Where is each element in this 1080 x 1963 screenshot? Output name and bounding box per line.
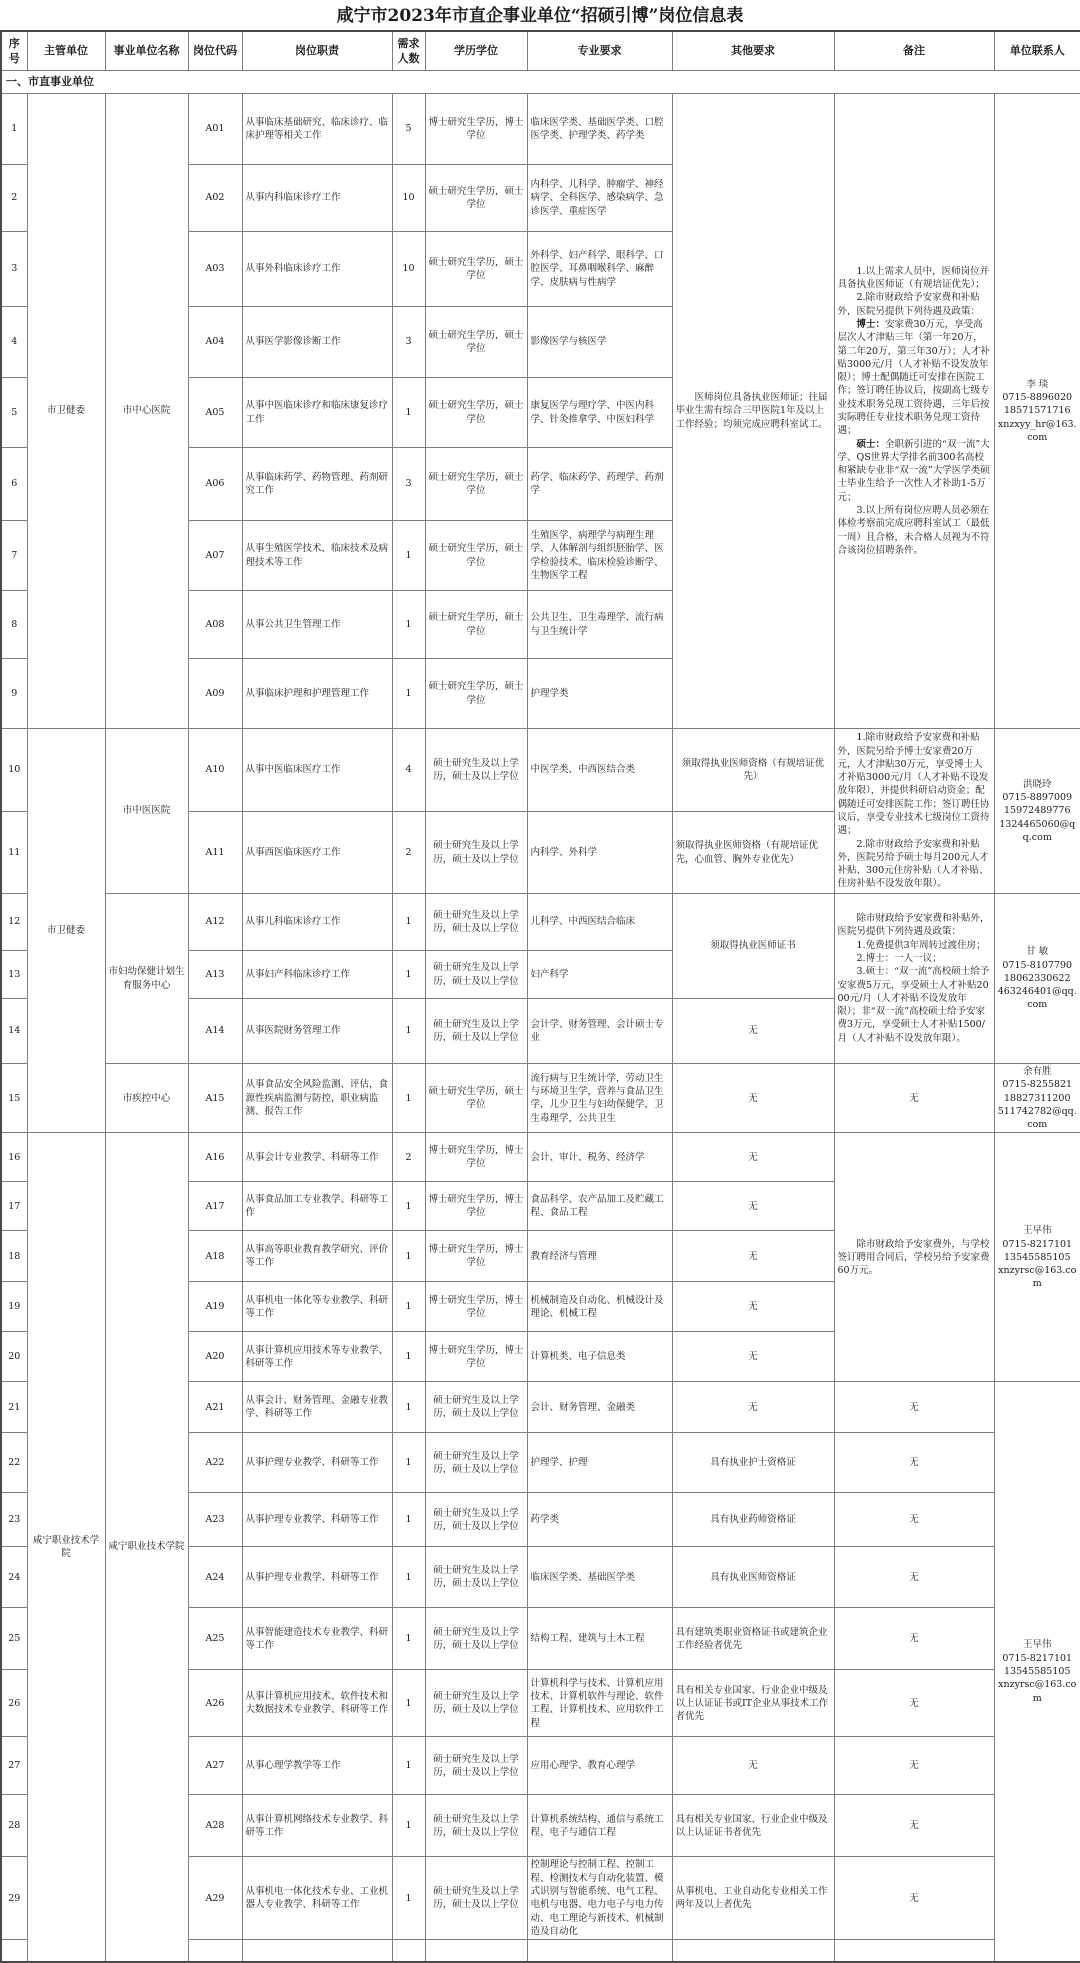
code-cell: A10	[188, 729, 242, 812]
column-header: 单位联系人	[994, 31, 1080, 71]
count-cell: 3	[392, 307, 425, 378]
degree-cell: 硕士研究生学历，硕士学位	[425, 232, 527, 307]
count-cell: 1	[392, 521, 425, 591]
code-cell: A21	[188, 1382, 242, 1433]
other-req-cell: 具有执业医师资格证	[672, 1547, 834, 1608]
code-cell: A14	[188, 999, 242, 1064]
count-cell: 1	[392, 1332, 425, 1382]
major-cell: 生殖医学、病理学与病理生理学、人体解剖与组织胚胎学、医学检验技术、临床检验诊断学、生物医学工程	[527, 521, 672, 591]
column-header: 需求人数	[392, 31, 425, 71]
other-req-cell: 从事机电、工业自动化专业相关工作两年及以上者优先	[672, 1857, 834, 1940]
duty-cell: 从事会计专业教学、科研等工作	[242, 1133, 392, 1182]
row-number-cell: 4	[1, 307, 27, 378]
remark-cell: 除市财政给予安家费和补贴外，医院另提供下列待遇及政策： 1.免费提供3年周转过渡住房； 2.博士：一人一议； 3.硕士：“双一流”高校硕士给予安家费5万元，享受硕士人才补贴2000元/月（人才补贴不设发放年限）；非“双一流”高校硕士给予安家费3万元，享受硕士人才补贴1500/月（人才补贴不设发放年限）。	[834, 894, 994, 1064]
major-cell: 会计、财务管理、金融类	[527, 1382, 672, 1433]
degree-cell: 硕士研究生及以上学历，硕士及以上学位	[425, 1737, 527, 1795]
code-cell: A23	[188, 1493, 242, 1547]
major-cell: 护理学、护理	[527, 1433, 672, 1493]
count-cell: 1	[392, 1282, 425, 1332]
degree-cell: 硕士研究生学历，硕士学位	[425, 1064, 527, 1133]
count-cell: 1	[392, 1182, 425, 1231]
major-cell: 康复医学与理疗学、中医内科学、针灸推拿学、中医妇科学	[527, 378, 672, 448]
column-header: 岗位职责	[242, 31, 392, 71]
column-header: 岗位代码	[188, 31, 242, 71]
remark-cell: 无	[834, 1382, 994, 1433]
duty-cell: 从事临床基础研究、临床诊疗、临床护理等相关工作	[242, 94, 392, 165]
major-cell: 计算机类、电子信息类	[527, 1332, 672, 1382]
duty-cell: 从事中医临床诊疗和临床康复诊疗工作	[242, 378, 392, 448]
degree-cell: 博士研究生学历，博士学位	[425, 1182, 527, 1231]
supervisor-cell: 市卫健委	[27, 729, 105, 1133]
code-cell: A17	[188, 1182, 242, 1231]
row-number-cell: 23	[1, 1493, 27, 1547]
section-title: 一、市直事业单位	[1, 71, 1080, 94]
degree-cell: 硕士研究生及以上学历，硕士及以上学位	[425, 894, 527, 951]
other-req-cell	[672, 1940, 834, 1962]
remark-cell: 无	[834, 1064, 994, 1133]
count-cell: 1	[392, 999, 425, 1064]
row-number-cell: 5	[1, 378, 27, 448]
other-req-cell: 具有执业药师资格证	[672, 1493, 834, 1547]
code-cell: A27	[188, 1737, 242, 1795]
row-number-cell: 8	[1, 591, 27, 659]
institution-cell: 市疾控中心	[105, 1064, 188, 1133]
major-cell: 控制理论与控制工程、控制工程、检测技术与自动化装置、模式识别与智能系统、电气工程、电机与电器、电力电子与电力传动、电工理论与新技术、机械制造及自动化	[527, 1857, 672, 1940]
column-header: 学历学位	[425, 31, 527, 71]
duty-cell: 从事西医临床医疗工作	[242, 812, 392, 894]
code-cell: A29	[188, 1857, 242, 1940]
major-cell: 内科学、儿科学、肿瘤学、神经病学、全科医学、感染病学、急诊医学、重症医学	[527, 165, 672, 232]
column-header: 专业要求	[527, 31, 672, 71]
degree-cell: 硕士研究生及以上学历，硕士及以上学位	[425, 1857, 527, 1940]
row-number-cell: 25	[1, 1608, 27, 1670]
major-cell: 妇产科学	[527, 951, 672, 999]
duty-cell: 从事医院财务管理工作	[242, 999, 392, 1064]
institution-cell: 市中心医院	[105, 94, 188, 729]
code-cell: A13	[188, 951, 242, 999]
contact-cell: 李 琰 0715-8896020 18571571716 xnzxyy_hr@163.com	[994, 94, 1080, 729]
major-cell: 机械制造及自动化、机械设计及理论、机械工程	[527, 1282, 672, 1332]
other-req-cell: 无	[672, 1737, 834, 1795]
column-header: 序号	[1, 31, 27, 71]
major-cell: 内科学、外科学	[527, 812, 672, 894]
duty-cell: 从事临床药学、药物管理、药剂研究工作	[242, 448, 392, 521]
degree-cell: 硕士研究生学历，硕士学位	[425, 307, 527, 378]
degree-cell: 博士研究生学历，博士学位	[425, 1133, 527, 1182]
row-number-cell: 22	[1, 1433, 27, 1493]
column-header: 事业单位名称	[105, 31, 188, 71]
major-cell: 流行病与卫生统计学，劳动卫生与环境卫生学，营养与食品卫生学，儿少卫生与妇幼保健学，卫生毒理学，公共卫生	[527, 1064, 672, 1133]
code-cell: A25	[188, 1608, 242, 1670]
code-cell: A22	[188, 1433, 242, 1493]
row-number-cell: 14	[1, 999, 27, 1064]
degree-cell	[425, 1940, 527, 1962]
count-cell: 1	[392, 591, 425, 659]
degree-cell: 硕士研究生及以上学历，硕士及以上学位	[425, 951, 527, 999]
supervisor-cell: 咸宁职业技术学院	[27, 1133, 105, 1962]
table-row	[1, 729, 1080, 812]
major-cell: 外科学、妇产科学、眼科学、口腔医学、耳鼻咽喉科学、麻醉学、皮肤病与性病学	[527, 232, 672, 307]
other-req-cell: 须取得执业医师资格（有规培证优先）	[672, 729, 834, 812]
row-number-cell: 9	[1, 659, 27, 729]
column-header: 其他要求	[672, 31, 834, 71]
code-cell: A05	[188, 378, 242, 448]
degree-cell: 硕士研究生及以上学历，硕士及以上学位	[425, 729, 527, 812]
degree-cell: 硕士研究生学历，硕士学位	[425, 659, 527, 729]
count-cell: 10	[392, 232, 425, 307]
count-cell: 1	[392, 1547, 425, 1608]
duty-cell: 从事生殖医学技术、临床技术及病理技术等工作	[242, 521, 392, 591]
code-cell: A03	[188, 232, 242, 307]
major-cell: 计算机系统结构、通信与系统工程、电子与通信工程	[527, 1795, 672, 1857]
duty-cell	[242, 1940, 392, 1962]
duty-cell: 从事食品加工专业教学、科研等工作	[242, 1182, 392, 1231]
job-table	[0, 30, 1080, 1963]
count-cell	[392, 1940, 425, 1962]
degree-cell: 硕士研究生及以上学历，硕士及以上学位	[425, 812, 527, 894]
major-cell: 影像医学与核医学	[527, 307, 672, 378]
major-cell: 公共卫生、卫生毒理学、流行病与卫生统计学	[527, 591, 672, 659]
duty-cell: 从事机电一体化技术专业、工业机器人专业教学、科研等工作	[242, 1857, 392, 1940]
code-cell: A24	[188, 1547, 242, 1608]
remark-cell: 无	[834, 1547, 994, 1608]
duty-cell: 从事护理专业教学、科研等工作	[242, 1547, 392, 1608]
duty-cell: 从事医学影像诊断工作	[242, 307, 392, 378]
table-row	[1, 1064, 1080, 1133]
duty-cell: 从事机电一体化等专业教学、科研等工作	[242, 1282, 392, 1332]
degree-cell: 硕士研究生学历，硕士学位	[425, 165, 527, 232]
remark-cell: 无	[834, 1795, 994, 1857]
count-cell: 1	[392, 1433, 425, 1493]
other-req-cell: 无	[672, 1133, 834, 1182]
code-cell: A16	[188, 1133, 242, 1182]
contact-cell: 甘 敏 0715-8107790 18062330622 463246401@qq.com	[994, 894, 1080, 1064]
major-cell: 教育经济与管理	[527, 1231, 672, 1282]
other-req-cell: 无	[672, 1382, 834, 1433]
remark-cell: 无	[834, 1493, 994, 1547]
table-row	[1, 94, 1080, 165]
contact-cell: 王早伟 0715-8217101 13545585105 xnzyrsc@163.com	[994, 1382, 1080, 1962]
count-cell: 5	[392, 94, 425, 165]
count-cell: 1	[392, 1608, 425, 1670]
other-req-cell: 无	[672, 1231, 834, 1282]
major-cell: 药学类	[527, 1493, 672, 1547]
count-cell: 1	[392, 1795, 425, 1857]
count-cell: 2	[392, 1133, 425, 1182]
code-cell: A26	[188, 1670, 242, 1737]
major-cell: 食品科学、农产品加工及贮藏工程、食品工程	[527, 1182, 672, 1231]
degree-cell: 博士研究生学历，博士学位	[425, 1282, 527, 1332]
remark-cell: 无	[834, 1608, 994, 1670]
contact-cell: 洪晓玲 0715-8897009 15972489776 1324465060@qq.com	[994, 729, 1080, 894]
other-req-cell: 须取得执业医师证书	[672, 894, 834, 999]
code-cell: A18	[188, 1231, 242, 1282]
count-cell: 2	[392, 812, 425, 894]
count-cell: 1	[392, 951, 425, 999]
degree-cell: 硕士研究生学历，硕士学位	[425, 521, 527, 591]
count-cell: 1	[392, 1493, 425, 1547]
code-cell: A01	[188, 94, 242, 165]
degree-cell: 硕士研究生及以上学历，硕士及以上学位	[425, 1670, 527, 1737]
major-cell: 结构工程、建筑与土木工程	[527, 1608, 672, 1670]
table-row	[1, 1133, 1080, 1182]
degree-cell: 硕士研究生及以上学历，硕士及以上学位	[425, 1608, 527, 1670]
table-body	[1, 71, 1080, 1962]
major-cell: 药学、临床药学、药理学、药剂学	[527, 448, 672, 521]
remark-cell: 1.除市财政给予安家费和补贴外，医院另给予博士安家费20万元，人才津贴30万元，享受博士人才补贴3000元/月（人才补贴不设发放年限），并提供科研启动资金；配偶随迁可安排医院工作；签订聘任协议后，享受专业技术七级岗位工资待遇； 2.除市财政给予安家费和补贴外，医院另给予硕士每月200元人才补贴、300元住房补贴（人才补贴、住房补贴不设发放年限）。	[834, 729, 994, 894]
count-cell: 1	[392, 1382, 425, 1433]
major-cell: 临床医学类、基础医学类	[527, 1547, 672, 1608]
row-number-cell: 7	[1, 521, 27, 591]
code-cell: A28	[188, 1795, 242, 1857]
degree-cell: 硕士研究生及以上学历，硕士及以上学位	[425, 999, 527, 1064]
row-number-cell: 19	[1, 1282, 27, 1332]
code-cell: A15	[188, 1064, 242, 1133]
code-cell: A02	[188, 165, 242, 232]
other-req-cell: 无	[672, 999, 834, 1064]
code-cell: A11	[188, 812, 242, 894]
count-cell: 1	[392, 1231, 425, 1282]
institution-cell: 市妇幼保健计划生育服务中心	[105, 894, 188, 1064]
other-req-cell: 无	[672, 1332, 834, 1382]
degree-cell: 硕士研究生及以上学历，硕士及以上学位	[425, 1547, 527, 1608]
contact-cell: 余有胜 0715-8255821 18827311200 511742782@qq.com	[994, 1064, 1080, 1133]
degree-cell: 硕士研究生学历，硕士学位	[425, 448, 527, 521]
duty-cell: 从事高等职业教育教学研究、评价等工作	[242, 1231, 392, 1282]
count-cell: 3	[392, 448, 425, 521]
other-req-cell: 须取得执业医师资格（有规培证优先，心血管、胸外专业优先）	[672, 812, 834, 894]
major-cell	[527, 1940, 672, 1962]
row-number-cell: 12	[1, 894, 27, 951]
count-cell: 1	[392, 894, 425, 951]
duty-cell: 从事临床护理和护理管理工作	[242, 659, 392, 729]
other-req-cell: 具有建筑类职业资格证书或建筑企业工作经验者优先	[672, 1608, 834, 1670]
other-req-cell: 具有执业护士资格证	[672, 1433, 834, 1493]
count-cell: 10	[392, 165, 425, 232]
other-req-cell: 无	[672, 1182, 834, 1231]
degree-cell: 硕士研究生及以上学历，硕士及以上学位	[425, 1493, 527, 1547]
remark-cell: 无	[834, 1857, 994, 1940]
table-row	[1, 894, 1080, 951]
code-cell: A06	[188, 448, 242, 521]
row-number-cell: 27	[1, 1737, 27, 1795]
section-row	[1, 71, 1080, 94]
other-req-cell: 无	[672, 1282, 834, 1332]
row-number-cell: 24	[1, 1547, 27, 1608]
row-number-cell	[1, 1940, 27, 1962]
page-title: 咸宁市2023年市直企事业单位“招硕引博”岗位信息表	[336, 6, 744, 26]
code-cell: A09	[188, 659, 242, 729]
duty-cell: 从事儿科临床诊疗工作	[242, 894, 392, 951]
duty-cell: 从事妇产科临床诊疗工作	[242, 951, 392, 999]
degree-cell: 硕士研究生学历，硕士学位	[425, 378, 527, 448]
degree-cell: 博士研究生学历，博士学位	[425, 1332, 527, 1382]
row-number-cell: 13	[1, 951, 27, 999]
duty-cell: 从事护理专业教学、科研等工作	[242, 1493, 392, 1547]
duty-cell: 从事计算机应用技术、软件技术和大数据技术专业教学、科研等工作	[242, 1670, 392, 1737]
institution-cell: 市中医医院	[105, 729, 188, 894]
row-number-cell: 28	[1, 1795, 27, 1857]
duty-cell: 从事心理学教学等工作	[242, 1737, 392, 1795]
column-header: 主管单位	[27, 31, 105, 71]
duty-cell: 从事会计、财务管理、金融专业教学、科研等工作	[242, 1382, 392, 1433]
major-cell: 临床医学类、基础医学类、口腔医学类、护理学类、药学类	[527, 94, 672, 165]
code-cell: A19	[188, 1282, 242, 1332]
contact-cell: 王早伟 0715-8217101 13545585105 xnzyrsc@163.com	[994, 1133, 1080, 1382]
major-cell: 会计学、财务管理、会计硕士专业	[527, 999, 672, 1064]
row-number-cell: 29	[1, 1857, 27, 1940]
count-cell: 1	[392, 659, 425, 729]
row-number-cell: 6	[1, 448, 27, 521]
row-number-cell: 1	[1, 94, 27, 165]
row-number-cell: 20	[1, 1332, 27, 1382]
count-cell: 1	[392, 1737, 425, 1795]
duty-cell: 从事公共卫生管理工作	[242, 591, 392, 659]
remark-cell: 无	[834, 1670, 994, 1737]
duty-cell: 从事中医临床医疗工作	[242, 729, 392, 812]
remark-cell: 1.以上需求人员中，医师岗位并具备执业医师证（有规培证优先）； 2.除市财政给予安家费和补贴外，医院另提供下列待遇及政策： 博士：安家费30万元，享受高层次人才津贴三年（第一年20万，第二年20万，第三年30万）；人才补贴3000元/月（人才补贴不设发放年限）；博士配偶随迁可安排在医院工作；签订聘任协议后，按副高七级专业技术职务兑现工资待遇，三年后按实际聘任专业技术职务兑现工资待遇； 硕士：全职新引进的“双一流”大学、QS世界大学排名前300名高校和紧缺专业非“双一流”大学医学类硕士毕业生给予一次性人才补助1-5万元； 3.以上所有岗位应聘人员必须在体检考察前完成应聘科室试工（最低一周）且合格，未合格人员视为不符合该岗位招聘条件。	[834, 94, 994, 729]
duty-cell: 从事内科临床诊疗工作	[242, 165, 392, 232]
major-cell: 中医学类、中西医结合类	[527, 729, 672, 812]
row-number-cell: 18	[1, 1231, 27, 1282]
count-cell: 4	[392, 729, 425, 812]
row-number-cell: 10	[1, 729, 27, 812]
institution-cell: 咸宁职业技术学院	[105, 1133, 188, 1962]
major-cell: 会计、审计、税务、经济学	[527, 1133, 672, 1182]
header-row	[1, 31, 1080, 71]
degree-cell: 硕士研究生及以上学历，硕士及以上学位	[425, 1795, 527, 1857]
code-cell: A08	[188, 591, 242, 659]
duty-cell: 从事护理专业教学、科研等工作	[242, 1433, 392, 1493]
degree-cell: 硕士研究生及以上学历，硕士及以上学位	[425, 1382, 527, 1433]
major-cell: 儿科学、中西医结合临床	[527, 894, 672, 951]
duty-cell: 从事外科临床诊疗工作	[242, 232, 392, 307]
other-req-cell: 医师岗位具备执业医师证；往届毕业生需有综合三甲医院1年及以上工作经验；均须完成应聘科室试工。	[672, 94, 834, 729]
other-req-cell: 具有相关专业国家、行业企业中级及以上认证证书或IT企业从事技术工作者优先	[672, 1670, 834, 1737]
major-cell: 应用心理学、教育心理学	[527, 1737, 672, 1795]
duty-cell: 从事食品安全风险监测、评估，食源性疾病监测与防控，职业病监测、报告工作	[242, 1064, 392, 1133]
remark-cell: 除市财政给予安家费外，与学校签订聘用合同后，学校另给予安家费60万元。	[834, 1133, 994, 1382]
other-req-cell: 具有相关专业国家、行业企业中级及以上认证证书者优先	[672, 1795, 834, 1857]
remark-cell	[834, 1940, 994, 1962]
duty-cell: 从事计算机应用技术等专业教学、科研等工作	[242, 1332, 392, 1382]
row-number-cell: 17	[1, 1182, 27, 1231]
code-cell: A07	[188, 521, 242, 591]
code-cell: A12	[188, 894, 242, 951]
other-req-cell: 无	[672, 1064, 834, 1133]
code-cell	[188, 1940, 242, 1962]
count-cell: 1	[392, 1064, 425, 1133]
degree-cell: 硕士研究生学历，硕士学位	[425, 591, 527, 659]
code-cell: A04	[188, 307, 242, 378]
row-number-cell: 2	[1, 165, 27, 232]
degree-cell: 博士研究生学历，博士学位	[425, 1231, 527, 1282]
row-number-cell: 3	[1, 232, 27, 307]
duty-cell: 从事智能建造技术专业教学、科研等工作	[242, 1608, 392, 1670]
row-number-cell: 11	[1, 812, 27, 894]
major-cell: 护理学类	[527, 659, 672, 729]
count-cell: 1	[392, 1670, 425, 1737]
remark-cell: 无	[834, 1737, 994, 1795]
column-header: 备注	[834, 31, 994, 71]
row-number-cell: 15	[1, 1064, 27, 1133]
major-cell: 计算机科学与技术、计算机应用技术、计算机软件与理论、软件工程、计算机技术、应用软件工程	[527, 1670, 672, 1737]
count-cell: 1	[392, 1857, 425, 1940]
supervisor-cell: 市卫健委	[27, 94, 105, 729]
count-cell: 1	[392, 378, 425, 448]
degree-cell: 硕士研究生及以上学历，硕士及以上学位	[425, 1433, 527, 1493]
remark-cell: 无	[834, 1433, 994, 1493]
row-number-cell: 16	[1, 1133, 27, 1182]
duty-cell: 从事计算机网络技术专业教学、科研等工作	[242, 1795, 392, 1857]
degree-cell: 博士研究生学历，博士学位	[425, 94, 527, 165]
code-cell: A20	[188, 1332, 242, 1382]
row-number-cell: 21	[1, 1382, 27, 1433]
row-number-cell: 26	[1, 1670, 27, 1737]
